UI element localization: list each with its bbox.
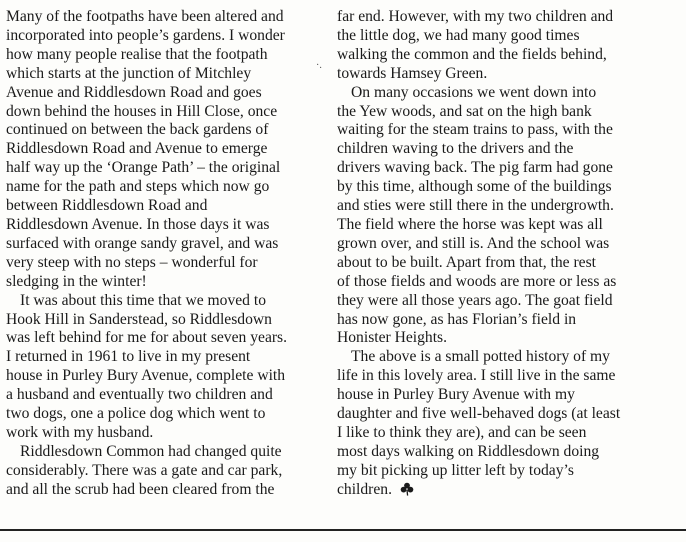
text-line: surfaced with orange sandy gravel, and was: [6, 234, 279, 252]
text-line: Many of the footpaths have been altered and: [6, 8, 284, 25]
text-line: two dogs, one a police dog which went to: [6, 405, 266, 423]
paragraph-start-line: It was about this time that we moved to: [20, 291, 266, 309]
text-line: work with my husband.: [6, 423, 154, 441]
print-speck: ·.: [316, 60, 322, 71]
text-line: Avenue and Riddlesdown Road and goes: [6, 83, 262, 101]
text-line: of those fields and woods are more or less as: [337, 272, 617, 290]
text-line: house in Purley Bury Avenue with my: [337, 386, 575, 404]
text-line: by this time, although some of the buildings: [337, 178, 612, 196]
text-line: Riddlesdown Avenue. In those days it was: [6, 215, 270, 233]
text-line: daughter and five well-behaved dogs (at least: [337, 405, 621, 423]
text-line: has now gone, as has Florian’s field in: [337, 310, 577, 328]
text-line: children waving to the drivers and the: [337, 140, 574, 158]
text-line: continued on between the back gardens of: [6, 121, 269, 139]
paragraph-start-line: On many occasions we went down into: [351, 83, 597, 101]
text-line: and sties were still there in the undergrowth.: [337, 197, 614, 215]
text-line: considerably. There was a gate and car park,: [6, 461, 283, 479]
text-line: most days walking on Riddlesdown doing: [337, 442, 600, 460]
paragraph-start-line: The above is a small potted history of my: [351, 348, 610, 366]
text-line: my bit picking up litter left by today’s: [337, 461, 574, 479]
text-line: I like to think they are), and can be seen: [337, 423, 587, 441]
text-line: Honister Heights.: [337, 329, 448, 347]
final-text-line: [337, 481, 677, 500]
text-line: between Riddlesdown Road and: [6, 197, 208, 215]
text-line: they were all those years ago. The goat field: [337, 291, 613, 309]
text-line: far end. However, with my two children and: [337, 8, 614, 25]
text-line: name for the path and steps which now go: [6, 178, 270, 196]
text-line: walking the common and the fields behind,: [337, 45, 607, 63]
text-line: very steep with no steps – wonderful for: [6, 253, 258, 271]
text-line: about to be built. Apart from that, the rest: [337, 253, 596, 271]
text-line: half way up the ‘Orange Path’ – the original: [6, 159, 281, 177]
clover-icon: [400, 482, 414, 496]
text-line: grown over, and still is. And the school was: [337, 234, 610, 252]
final-word: children.: [337, 480, 392, 498]
text-line: a husband and eventually two children and: [6, 386, 273, 404]
right-column: [337, 8, 677, 500]
text-line: I returned in 1961 to live in my present: [6, 348, 251, 366]
text-line: was left behind for me for about seven years.: [6, 329, 288, 347]
text-line: sledging in the winter!: [6, 272, 147, 290]
left-column: [6, 8, 324, 500]
text-line: down behind the houses in Hill Close, once: [6, 102, 278, 120]
text-line: and all the scrub had been cleared from the: [6, 480, 275, 498]
text-line: towards Hamsey Green.: [337, 64, 488, 82]
paragraph-start-line: Riddlesdown Common had changed quite: [20, 442, 282, 460]
text-line: waiting for the steam trains to pass, with the: [337, 121, 613, 139]
text-line: incorporated into people’s gardens. I wonder: [6, 26, 285, 44]
text-line: Hook Hill in Sanderstead, so Riddlesdown: [6, 310, 272, 328]
text-line: the Yew woods, and sat on the high bank: [337, 102, 592, 120]
bottom-divider: [0, 529, 686, 531]
text-line: house in Purley Bury Avenue, complete with: [6, 367, 286, 385]
text-line: life in this lovely area. I still live in the same: [337, 367, 616, 385]
text-line: which starts at the junction of Mitchley: [6, 64, 252, 82]
text-line: how many people realise that the footpath: [6, 45, 268, 63]
text-line: Riddlesdown Road and Avenue to emerge: [6, 140, 268, 158]
text-line: The field where the horse was kept was all: [337, 215, 603, 233]
text-line: the little dog, we had many good times: [337, 26, 580, 44]
text-line: drivers waving back. The pig farm had gone: [337, 159, 613, 177]
